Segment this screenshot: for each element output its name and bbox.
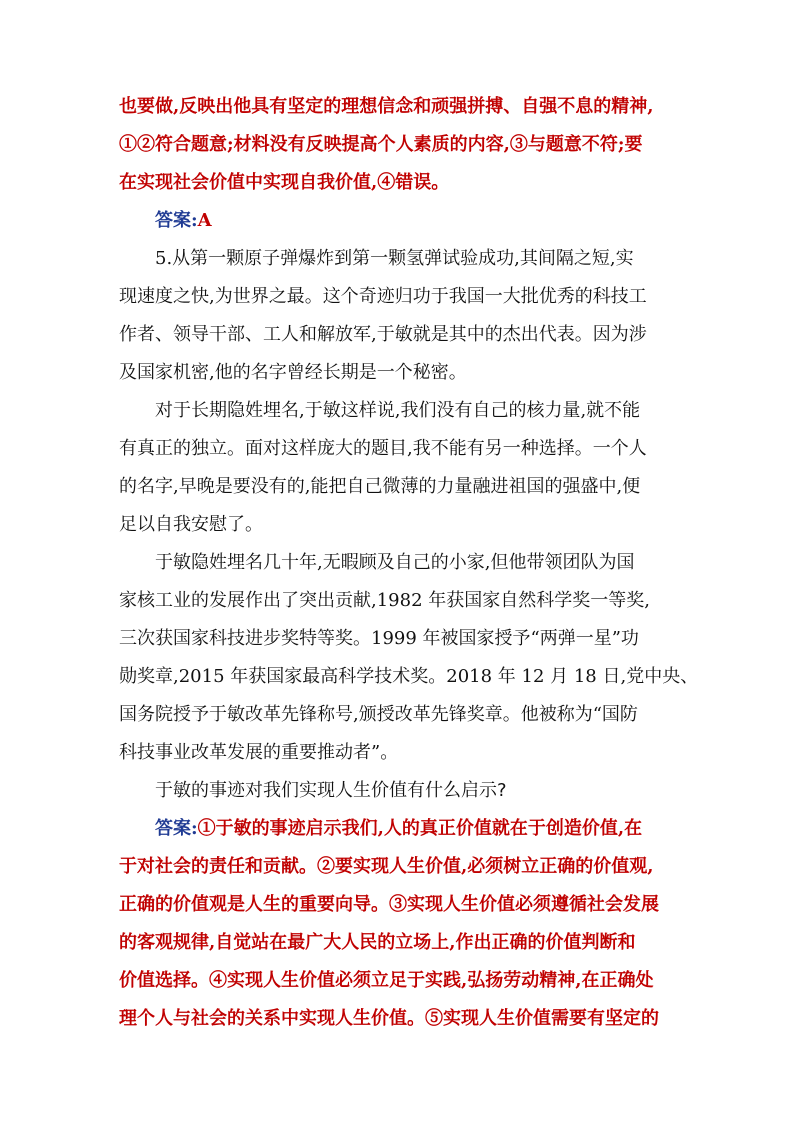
explanation-line-1: 也要做,反映出他具有坚定的理想信念和顽强拼搏、自强不息的精神, xyxy=(119,96,654,117)
q5-p3-line-2: 家核工业的发展作出了突出贡献,1982 年获国家自然科学奖一等奖, xyxy=(119,590,650,611)
q5-p3-line-1: 于敏隐姓埋名几十年,无暇顾及自己的小家,但他带领团队为国 xyxy=(155,552,635,573)
q5-answer-text-1: ①于敏的事迹启示我们,人的真正价值就在于创造价值,在 xyxy=(197,818,643,839)
q5-p3-line-4: 勋奖章,2015 年获国家最高科学技术奖。2018 年 12 月 18 日,党中央、 xyxy=(119,666,699,687)
q5-p3-line-3: 三次获国家科技进步奖特等奖。1999 年被国家授予“两弹一星”功 xyxy=(119,628,639,649)
q5-p1-line-3: 作者、领导干部、工人和解放军,于敏就是其中的杰出代表。因为涉 xyxy=(119,324,647,345)
q5-answer-label: 答案: xyxy=(155,818,198,839)
answer-value: A xyxy=(197,210,212,231)
q5-p1-line-4: 及国家机密,他的名字曾经长期是一个秘密。 xyxy=(119,362,467,383)
q5-p2-line-3: 的名字,早晚是要没有的,能把自己微薄的力量融进祖国的强盛中,便 xyxy=(119,476,641,497)
explanation-line-3: 在实现社会价值中实现自我价值,④错误。 xyxy=(119,172,450,193)
q5-question: 于敏的事迹对我们实现人生价值有什么启示? xyxy=(155,780,507,801)
q5-answer-line-5: 价值选择。④实现人生价值必须立足于实践,弘扬劳动精神,在正确处 xyxy=(119,970,654,991)
q5-p1-line-1: 5.从第一颗原子弹爆炸到第一颗氢弹试验成功,其间隔之短,实 xyxy=(155,248,634,269)
previous-answer xyxy=(119,202,683,240)
q5-answer-line-1 xyxy=(119,810,683,848)
answer-label: 答案: xyxy=(155,210,198,231)
document-content xyxy=(119,88,699,1038)
q5-p2-line-1: 对于长期隐姓埋名,于敏这样说,我们没有自己的核力量,就不能 xyxy=(155,400,641,421)
q5-answer-line-4: 的客观规律,自觉站在最广大人民的立场上,作出正确的价值判断和 xyxy=(119,932,636,953)
q5-answer-line-2: 于对社会的责任和贡献。②要实现人生价值,必须树立正确的价值观, xyxy=(119,856,654,877)
explanation-line-2: ①②符合题意;材料没有反映提高个人素质的内容,③与题意不符;要 xyxy=(119,134,643,155)
q5-p2-line-4: 足以自我安慰了。 xyxy=(119,514,263,535)
q5-answer-line-3: 正确的价值观是人生的重要向导。③实现人生价值必须遵循社会发展 xyxy=(119,894,659,915)
q5-p3-line-5: 国务院授予于敏改革先锋称号,颁授改革先锋奖章。他被称为“国防 xyxy=(119,704,638,725)
q5-answer-line-6: 理个人与社会的关系中实现人生价值。⑤实现人生价值需要有坚定的 xyxy=(119,1008,659,1029)
q5-p2-line-2: 有真正的独立。面对这样庞大的题目,我不能有另一种选择。一个人 xyxy=(119,438,647,459)
q5-p3-line-6: 科技事业改革发展的重要推动者”。 xyxy=(119,742,399,763)
q5-p1-line-2: 现速度之快,为世界之最。这个奇迹归功于我国一大批优秀的科技工 xyxy=(119,286,647,307)
